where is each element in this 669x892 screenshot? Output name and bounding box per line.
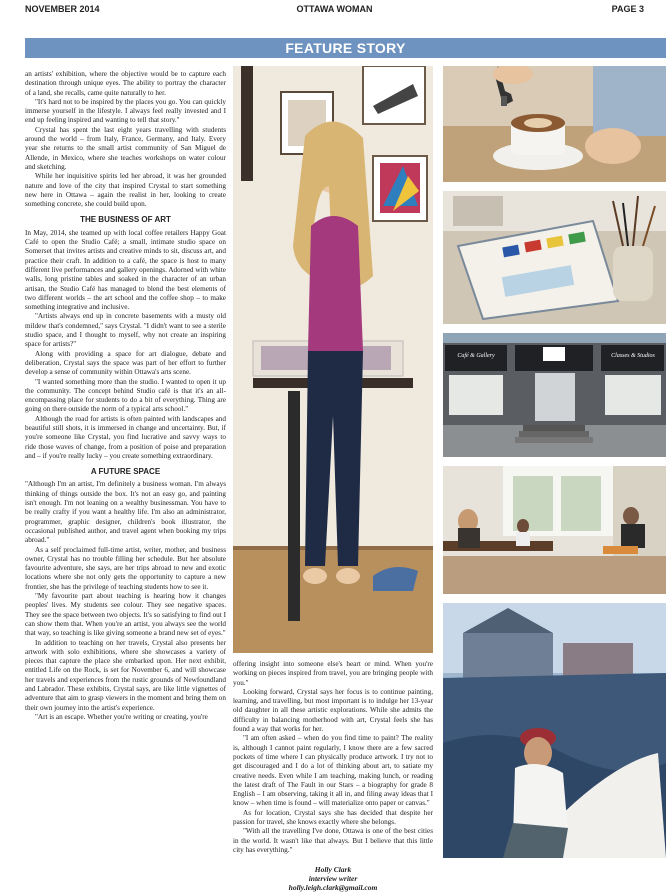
page-number: PAGE 3: [611, 4, 644, 14]
paragraph: In addition to teaching on her travels, Crystal also presents her artwork with solo exhibitions, where she showcases a variety of pieces that capture the place she embarked upon. Her next exhibit, entitled Life on the Rock, is set for November 6, and will showcase her travels and experiences from the rustic grounds of Newfoundland and Labrador. These exhibits, Crystal says, are like little vignettes of adventure that aim to grasp viewers in the moment and bring them on their own journey into the artist's experience.: [25, 638, 226, 712]
paragraph: "Art is an escape. Whether you're writing or creating, you're: [35, 712, 208, 721]
paragraph: "I am often asked – when do you find time to paint? The reality is, although I cannot paint regularly, I know there are a few sacred pockets of time where I can physically produce artwork. I try not to get discouraged and I do a lot of thinking about art, to satiate my creative needs. Even while I am teaching, making lunch, or reading the latest draft of The Fault in our Stars – a biography for grade 8 English – I am observing, taking it all in, and filing away ideas that I know – when time is found – will materialize onto paper or canvas.": [233, 734, 433, 808]
paragraph: "With all the travelling I've done, Ottawa is one of the best cities in the world. It wasn't like that always. But I believe that this little city has everything.": [233, 827, 433, 854]
paragraph: Looking forward, Crystal says her focus is to continue painting, learning, and travelling, but most important is to indulge her 13-year old daughter in all these artistic explorations. While she admits the difficulty in balancing motherhood with art, Crystal feels she has found a way that works for her.: [233, 687, 433, 734]
latte-art-photo: [443, 66, 666, 182]
paragraph: While her inquisitive spirits led her abroad, it was her grounded nature and love of the city that inspired Crystal to start something new here in Ottawa – again the realist in her, looking to create something concrete, she could build upon.: [25, 172, 226, 209]
article-column-2: [233, 660, 433, 892]
paragraph: "It's hard not to be inspired by the places you go. You can quickly immerse yourself in the lifestyle. I always feel really invested and I end up feeling inspired and wanting to tell that story.": [25, 97, 226, 125]
section-banner: [25, 38, 666, 58]
author-name: Holly Clark: [314, 865, 352, 875]
author-role: interview writer: [308, 874, 358, 884]
cafe-gallery-sign: Café & Gallery: [457, 353, 495, 359]
paragraph: Crystal has spent the last eight years travelling with students around the world – from Italy, France, Germany, and Italy. Every year she returns to the small artist community of San Miguel de Allende, in Mexico, where she teaches workshops on water colour and sketching.: [25, 125, 226, 171]
paragraph: an artists' exhibition, where the objective would be to capture each destination through unique eyes. The ability to portray the character of a land, she recalls, came quite naturally to her.: [25, 70, 226, 97]
subheading: THE BUSINESS OF ART: [80, 215, 171, 225]
paint-palette-photo: [443, 191, 666, 324]
paragraph: As for location, Crystal says she has decided that despite her passion for travel, she knows exactly where she belongs.: [233, 808, 433, 827]
paragraph: "My favourite part about teaching is hearing how it changes peoples' lives. My students see colour. They see negative spaces. They see the space between two objects. It's so satisfying to find out I can show them that. When you're an artist, you always see the world that way, so teaching is like giving someone a brand new set of eyes.": [25, 592, 226, 638]
cafe-interior-photo: [443, 466, 666, 594]
paragraph: In May, 2014, she teamed up with local coffee retailers Happy Goat Café to open the Studio Café; a small, intimate studio space on Somerset that invites artists and creative minds to sit, discuss art, and practice their craft. In addition to a café, the space is host to many different live performances and gallery openings. Adorned with white walls, long pristine tables and soaked in the character of an urban artisan, the Studio Café has managed to blend the best elements of two different worlds – the art school and the coffee shop – to make something integrative and inclusive.: [25, 228, 226, 312]
storefront-photo: [443, 333, 666, 457]
paragraph: Although the road for artists is often painted with landscapes and beautiful still shots, it is immersed in change and uncertainty. But, if you're someone like Crystal, you find lucrative and savvy ways to ride those waves of change, from a position of poise and preparation and – if you're really lucky – you create something extraordinary.: [25, 414, 226, 460]
paragraph: As a self proclaimed full-time artist, writer, mother, and business owner, Crystal has no trouble filling her schedule. But her absolute favourite adventure, she says, are her trips abroad to new and exotic locations where she not only gets the opportunity to capture a new frontier, she has the privilege of teaching students how to see it.: [25, 545, 226, 591]
paragraph: Along with providing a space for art dialogue, debate and deliberation, Crystal says the space was part of her effort to further develop a sense of community within Ottawa's arts scene.: [25, 349, 226, 377]
article-column-1: [25, 70, 226, 722]
section-title: FEATURE STORY: [285, 40, 406, 56]
classes-studios-sign: Classes & Studios: [611, 353, 655, 359]
author-email: holly.leigh.clark@gmail.com: [288, 883, 378, 892]
issue-date: NOVEMBER 2014: [25, 4, 100, 14]
artist-painting-photo: [233, 66, 433, 653]
watercolour-painting-photo: [443, 603, 666, 858]
paragraph: "I wanted something more than the studio. I wanted to open it up the community. The concept behind Studio café is that it's an all-encompassing place for students to do a bit of everything. Thing are going on there outside the norm of a typical arts school.": [25, 377, 226, 414]
byline: [233, 865, 433, 892]
page-header: [25, 4, 644, 34]
paragraph: "Artists always end up in concrete basements with a musty old mildew that's condemned," says Crystal. "I didn't want to see a sterile studio space, and I thought to myself, why not create an inspiring space for artists?": [25, 312, 226, 349]
paragraph: offering insight into someone else's heart or mind. When you're working on pieces inspired from travel, you are bringing people with you.": [233, 660, 433, 687]
subheading: A FUTURE SPACE: [90, 467, 161, 477]
paragraph: "Although I'm an artist, I'm definitely a business woman. I'm always thinking of things outside the box. It's not an easy go, and painting isn't enough. I'm not leaning on a wealthy businessman. You have to be really crafty if you want a healthy life. I'm also an administrator, programmer, graphic designer, children's book illustrator, the occasional published author, and travel agent when booking my trips abroad.": [25, 480, 226, 545]
publication-name: OTTAWA WOMAN: [296, 4, 373, 14]
